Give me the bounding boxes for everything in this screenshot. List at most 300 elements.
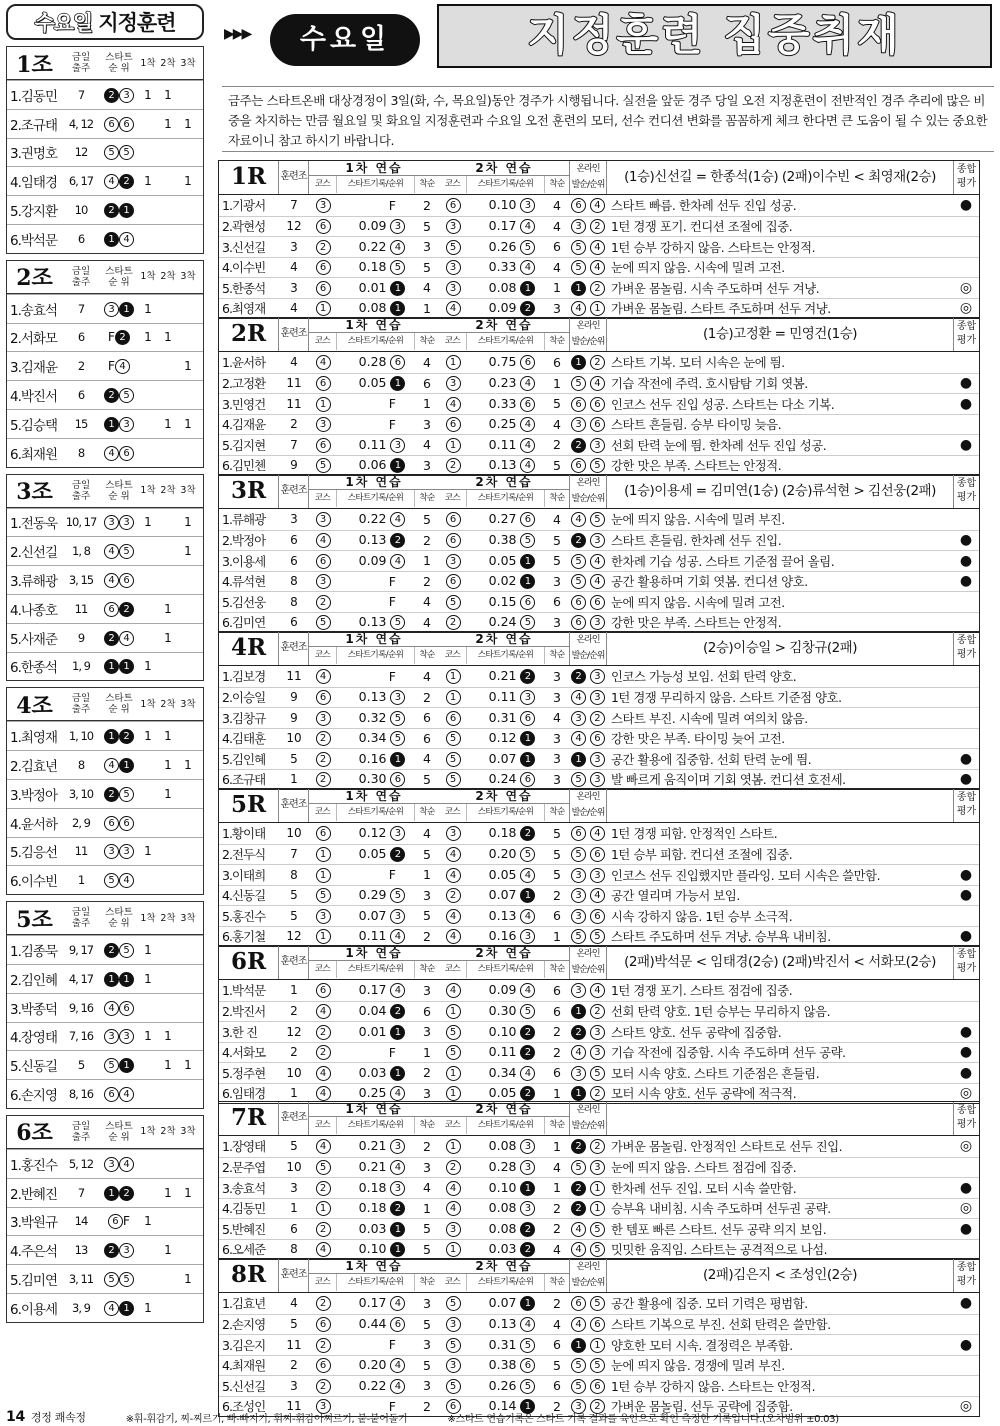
start-ranks xyxy=(100,445,138,461)
col-start-record: 스타트기록/순위 xyxy=(467,176,545,193)
col-third: 3착 xyxy=(180,912,196,924)
start-time: 0.18 xyxy=(488,825,517,841)
training-group: 4 xyxy=(290,355,298,370)
col-entries: 금일 출주 xyxy=(71,907,91,930)
online-ranks xyxy=(569,532,607,548)
third-count: 1 xyxy=(184,116,192,131)
start-record xyxy=(467,1357,545,1373)
course-value xyxy=(309,375,337,391)
start-record xyxy=(467,416,545,432)
rank-circle: 2 xyxy=(316,731,331,746)
rank-circle: 4 xyxy=(390,1160,405,1175)
start-time: F xyxy=(388,668,396,684)
racer-name: 4.임태경 xyxy=(10,175,58,192)
rank-circle: 6 xyxy=(390,1317,405,1332)
group-table xyxy=(6,901,204,1109)
training-group: 10 xyxy=(286,1160,302,1175)
rank-circle: 2 xyxy=(390,847,405,862)
rank-circle: 6 xyxy=(316,826,331,841)
entry-days: 9 xyxy=(77,630,85,645)
col-second: 2착 xyxy=(160,57,176,69)
finish-order: 4 xyxy=(553,259,561,275)
training-group: 2 xyxy=(290,1004,298,1019)
start-time: 0.13 xyxy=(358,689,387,705)
start-time: F xyxy=(388,1044,396,1060)
evaluation-mark: ◎ xyxy=(959,1200,973,1217)
rank-circle: 6 xyxy=(104,1087,119,1102)
course-value xyxy=(309,1200,337,1216)
course-value xyxy=(309,1044,337,1060)
course-value xyxy=(439,437,467,453)
rank-circle: 2 xyxy=(571,1181,586,1196)
col-start-rank: 스타트 순 위 xyxy=(105,1120,133,1143)
rank-circle: 1 xyxy=(571,281,586,296)
col-course: 코스 xyxy=(439,176,467,193)
second-count: 1 xyxy=(164,786,172,801)
group-row xyxy=(7,166,203,195)
finish-order: 4 xyxy=(553,218,561,234)
entry-days: 5 xyxy=(77,1058,85,1073)
group-row xyxy=(7,1022,203,1051)
rank-circle: 4 xyxy=(571,1045,586,1060)
col-second: 2착 xyxy=(160,1126,176,1138)
finish-order: 5 xyxy=(553,1357,561,1373)
rank-circle: 6 xyxy=(590,731,605,746)
training-group: 5 xyxy=(290,1317,298,1332)
rank-circle: 1 xyxy=(390,1025,405,1040)
rank-circle: 2 xyxy=(520,301,535,316)
racer-comment: 1턴 경쟁 피함. 안정적인 스타트. xyxy=(611,827,778,842)
start-record xyxy=(337,396,415,411)
rank-circle: 1 xyxy=(571,752,586,767)
start-time: 0.22 xyxy=(358,1377,387,1393)
course-value xyxy=(439,396,467,412)
rank-circle: 3 xyxy=(571,1066,586,1081)
course-value xyxy=(439,1044,467,1060)
col-finish: 착순 xyxy=(419,1277,435,1287)
start-ranks xyxy=(100,231,138,247)
rank-circle: 1 xyxy=(390,301,405,316)
finish-order: 5 xyxy=(553,457,561,473)
start-record xyxy=(467,396,545,412)
online-ranks xyxy=(569,375,607,391)
course-value xyxy=(439,218,467,234)
start-ranks xyxy=(100,1086,138,1102)
start-record xyxy=(337,594,415,609)
racer-row xyxy=(219,666,979,687)
flying-mark: F xyxy=(107,358,116,374)
racer-name: 6.오세준 xyxy=(222,1242,266,1258)
col-start-record: 스타트기록/순위 xyxy=(337,647,415,664)
third-count: 1 xyxy=(184,416,192,431)
start-time: 0.34 xyxy=(488,1064,517,1080)
left-panel xyxy=(6,4,204,1323)
start-time: F xyxy=(388,1398,396,1414)
start-time: 0.02 xyxy=(488,573,517,589)
start-record xyxy=(467,825,545,841)
rank-circle: 4 xyxy=(590,260,605,275)
start-record xyxy=(467,1003,545,1019)
racer-comment: 1턴 승부 강하지 않음. 스타트는 안정적. xyxy=(611,240,816,255)
racer-name: 2.박정아 xyxy=(222,533,266,549)
rank-circle: 3 xyxy=(104,302,119,317)
rank-circle: 1 xyxy=(520,1181,535,1196)
course-value xyxy=(439,1180,467,1196)
group-name: 4조 xyxy=(16,692,53,719)
start-time: 0.26 xyxy=(488,1377,517,1393)
training-group: 10 xyxy=(286,731,302,746)
course-value xyxy=(439,710,467,726)
racer-row xyxy=(219,1218,979,1239)
rank-circle: 3 xyxy=(390,438,405,453)
racer-row xyxy=(219,926,979,947)
start-record xyxy=(467,1138,545,1154)
finish-order: 5 xyxy=(553,867,561,883)
racer-name: 1.장영태 xyxy=(222,1139,266,1155)
start-record xyxy=(337,1221,415,1237)
start-time: F xyxy=(388,867,396,883)
racer-row xyxy=(219,195,979,216)
start-time: 0.08 xyxy=(488,1200,517,1216)
finish-order: 5 xyxy=(553,825,561,841)
rank-circle: 6 xyxy=(316,1358,331,1373)
rank-circle: 5 xyxy=(446,731,461,746)
rank-circle: 4 xyxy=(115,359,130,374)
start-time: F xyxy=(388,594,396,610)
online-ranks xyxy=(569,751,607,767)
rank-circle: 4 xyxy=(104,1001,119,1016)
start-record xyxy=(467,867,545,883)
course-value xyxy=(439,594,467,610)
racer-name: 2.김인혜 xyxy=(10,972,58,989)
col-finish: 착순 xyxy=(419,650,435,660)
start-time: 0.21 xyxy=(358,1159,387,1175)
racer-row xyxy=(219,591,979,612)
rank-circle: 3 xyxy=(520,198,535,213)
online-ranks xyxy=(569,553,607,569)
online-ranks xyxy=(569,416,607,432)
racer-name: 6.손지영 xyxy=(10,1088,58,1104)
finish-order: 3 xyxy=(423,416,431,432)
racer-name: 3.박원규 xyxy=(10,1215,58,1232)
start-record xyxy=(337,669,415,684)
practice-label: 2차 연습 xyxy=(475,632,533,646)
online-ranks xyxy=(569,354,607,370)
group-name: 1조 xyxy=(16,51,53,78)
course-value xyxy=(439,614,467,630)
finish-order: 6 xyxy=(553,1003,561,1019)
col-finish: 착순 xyxy=(549,650,565,660)
start-record xyxy=(337,532,415,548)
racer-name: 4.이수빈 xyxy=(222,260,266,276)
start-time: 0.22 xyxy=(358,511,387,527)
rank-circle: 4 xyxy=(590,240,605,255)
racer-row xyxy=(219,1198,979,1219)
finish-order: 2 xyxy=(553,1200,561,1216)
col-course: 코스 xyxy=(439,804,467,821)
col-start-record: 스타트기록/순위 xyxy=(337,333,415,350)
rank-circle: 3 xyxy=(520,929,535,944)
rank-circle: 2 xyxy=(316,1045,331,1060)
start-time: 0.11 xyxy=(358,436,387,452)
start-record xyxy=(337,825,415,841)
start-record xyxy=(337,1378,415,1394)
rank-circle: 6 xyxy=(119,446,134,461)
group-header xyxy=(7,1116,203,1149)
rank-circle: 3 xyxy=(571,1399,586,1414)
racer-name: 6.조규태 xyxy=(222,772,266,788)
rank-circle: 4 xyxy=(316,1086,331,1101)
rank-circle: 1 xyxy=(571,355,586,370)
course-value xyxy=(439,846,467,862)
rank-circle: 3 xyxy=(590,752,605,767)
racer-comment: 기습 작전에 집중함. 시속 주도하며 선두 공략. xyxy=(611,1046,846,1061)
group-row xyxy=(7,594,203,623)
rank-circle: 1 xyxy=(390,376,405,391)
racer-name: 4.김태훈 xyxy=(222,731,266,747)
course-value xyxy=(439,751,467,767)
rank-circle: 2 xyxy=(590,1139,605,1154)
rank-circle: 2 xyxy=(104,388,119,403)
rank-circle: 2 xyxy=(571,669,586,684)
finish-order: 4 xyxy=(553,1241,561,1257)
rank-circle: 1 xyxy=(390,1242,405,1257)
rank-circle: 4 xyxy=(571,301,586,316)
start-record xyxy=(467,730,545,746)
col-entries: 금일 출주 xyxy=(71,52,91,74)
col-training-group: 훈련조 xyxy=(279,318,309,351)
col-third: 3착 xyxy=(180,57,196,69)
rank-circle: 4 xyxy=(571,1242,586,1257)
rank-circle: 4 xyxy=(316,533,331,548)
rank-circle: 3 xyxy=(316,512,331,527)
start-record xyxy=(467,375,545,391)
rank-circle: 5 xyxy=(571,1358,586,1373)
rank-circle: 2 xyxy=(390,1201,405,1216)
online-ranks xyxy=(569,457,607,473)
start-ranks xyxy=(100,757,138,773)
rank-circle: 5 xyxy=(520,1338,535,1353)
evaluation-mark: ● xyxy=(959,1064,973,1081)
col-start-record: 스타트기록/순위 xyxy=(337,1117,415,1134)
col-evaluation: 종합 평가 xyxy=(953,632,979,665)
finish-order: 3 xyxy=(553,751,561,767)
third-count: 1 xyxy=(184,1271,192,1286)
rank-circle: 6 xyxy=(520,355,535,370)
rank-circle: 1 xyxy=(520,888,535,903)
first-count: 1 xyxy=(144,87,152,102)
racer-comment: 한차례 선두 진입. 모터 시속 쓸만함. xyxy=(611,1181,797,1196)
race-header xyxy=(219,1259,979,1293)
training-group: 8 xyxy=(290,574,298,589)
practice-label: 1차 연습 xyxy=(345,318,403,332)
finish-order: 2 xyxy=(423,928,431,944)
rank-circle: 3 xyxy=(446,1317,461,1332)
course-value xyxy=(439,1337,467,1353)
start-time: 0.16 xyxy=(488,928,517,944)
course-value xyxy=(309,259,337,275)
evaluation-mark: ● xyxy=(959,1023,973,1040)
start-ranks xyxy=(100,601,138,617)
racer-comment: 인코스 가능성 보임. 선회 탄력 양호. xyxy=(611,670,797,685)
course-value xyxy=(439,1241,467,1257)
col-online: 온라인 발순/순위 xyxy=(569,161,607,194)
training-group: 10 xyxy=(286,826,302,841)
racer-row xyxy=(219,277,979,298)
start-time: 0.16 xyxy=(358,750,387,766)
col-start-rank: 스타트 순 위 xyxy=(105,907,133,930)
racer-name: 3.김은지 xyxy=(222,1337,266,1353)
start-time: 0.24 xyxy=(488,614,517,630)
training-group: 11 xyxy=(286,1337,302,1352)
start-time: 0.11 xyxy=(358,928,387,944)
online-ranks xyxy=(569,1337,607,1353)
finish-order: 6 xyxy=(423,375,431,391)
start-record xyxy=(337,710,415,726)
start-time: 0.38 xyxy=(488,1357,517,1373)
practice-header xyxy=(439,632,569,665)
course-value xyxy=(309,396,337,412)
rank-circle: 3 xyxy=(590,1160,605,1175)
practice-header xyxy=(439,161,569,194)
start-ranks xyxy=(100,1300,138,1316)
racer-row xyxy=(219,1314,979,1335)
start-time: 0.10 xyxy=(358,1241,387,1257)
evaluation-mark: ● xyxy=(959,1295,973,1312)
race-number: 4R xyxy=(219,632,279,665)
group-row xyxy=(7,721,203,750)
rank-circle: 6 xyxy=(590,595,605,610)
racer-comment: 스타트 흔들림. 한차례 선두 진입. xyxy=(611,534,782,549)
col-training-group: 훈련조 xyxy=(279,1259,309,1292)
racer-name: 5.홍진수 xyxy=(222,908,266,924)
rank-circle: 6 xyxy=(108,1214,123,1229)
course-value xyxy=(309,867,337,883)
racer-comment: 선회 탄력 눈에 띔. 한차례 선두 진입 성공. xyxy=(611,438,827,453)
finish-order: 6 xyxy=(553,1065,561,1081)
col-online: 온라인 발순/순위 xyxy=(569,789,607,822)
rank-circle: 2 xyxy=(571,1201,586,1216)
training-group: 6 xyxy=(290,533,298,548)
practice-header xyxy=(439,318,569,351)
training-group: 3 xyxy=(290,1180,298,1195)
finish-order: 5 xyxy=(553,532,561,548)
training-group: 1 xyxy=(290,983,298,998)
racer-name: 6.최영재 xyxy=(222,301,266,317)
rank-circle: 6 xyxy=(571,615,586,630)
start-record xyxy=(467,1065,545,1081)
rank-circle: 2 xyxy=(590,355,605,370)
course-value xyxy=(309,689,337,705)
rank-circle: 1 xyxy=(446,1086,461,1101)
first-count: 1 xyxy=(144,1300,152,1315)
rank-circle: 3 xyxy=(520,690,535,705)
finish-order: 6 xyxy=(553,594,561,610)
col-course: 코스 xyxy=(309,647,337,664)
day-badge: 수요일 xyxy=(270,14,420,66)
start-time: 0.20 xyxy=(358,1357,387,1373)
racer-name: 1.최영재 xyxy=(10,730,58,747)
online-ranks xyxy=(569,1024,607,1040)
practice-label: 2차 연습 xyxy=(475,475,533,489)
course-value xyxy=(309,218,337,234)
rank-circle: 3 xyxy=(104,1157,119,1172)
practice-label: 2차 연습 xyxy=(475,946,533,960)
practice-header xyxy=(439,1259,569,1292)
entry-days: 6 xyxy=(77,388,85,403)
start-time: 0.09 xyxy=(358,218,387,234)
online-ranks xyxy=(569,300,607,316)
racer-name: 5.신동길 xyxy=(10,1059,58,1076)
start-time: 0.34 xyxy=(358,730,387,746)
start-time: 0.18 xyxy=(358,1200,387,1216)
rank-circle: 5 xyxy=(104,145,119,160)
rank-circle: 2 xyxy=(520,826,535,841)
racer-comment: 강한 맛은 부족. 스타트는 안정적. xyxy=(611,616,782,631)
rank-circle: 1 xyxy=(104,417,119,432)
finish-order: 4 xyxy=(423,354,431,370)
rank-circle: 1 xyxy=(590,1338,605,1353)
start-record xyxy=(337,239,415,255)
col-finish: 착순 xyxy=(549,1277,565,1287)
paper-name: 경정 쾌속정 xyxy=(30,1411,86,1424)
course-value xyxy=(309,1065,337,1081)
start-time: 0.25 xyxy=(358,1085,387,1101)
finish-order: 3 xyxy=(423,1024,431,1040)
rank-circle: 5 xyxy=(446,1025,461,1040)
online-ranks xyxy=(569,867,607,883)
practice-label: 2차 연습 xyxy=(475,789,533,803)
rank-circle: 2 xyxy=(119,602,134,617)
racer-comment: 1턴 승부 피함. 컨디션 조절에 집중. xyxy=(611,848,793,863)
rank-circle: 4 xyxy=(316,1004,331,1019)
online-ranks xyxy=(569,825,607,841)
rank-circle: 6 xyxy=(390,772,405,787)
rank-circle: 5 xyxy=(520,1004,535,1019)
racer-row xyxy=(219,414,979,435)
entry-days: 6 xyxy=(77,330,85,345)
entry-days: 4, 17 xyxy=(68,971,94,986)
group-row xyxy=(7,1079,203,1108)
rank-circle: 6 xyxy=(104,816,119,831)
racer-row xyxy=(219,1083,979,1104)
racer-name: 2.고정환 xyxy=(222,376,266,392)
rank-circle: 2 xyxy=(571,533,586,548)
rank-circle: 4 xyxy=(590,826,605,841)
training-group: 1 xyxy=(290,1086,298,1101)
group-row xyxy=(7,1178,203,1207)
training-group: 7 xyxy=(290,198,298,213)
course-value xyxy=(439,1221,467,1237)
finish-order: 6 xyxy=(423,710,431,726)
course-value xyxy=(309,1316,337,1332)
online-ranks xyxy=(569,1295,607,1311)
rank-circle: 4 xyxy=(390,240,405,255)
start-ranks xyxy=(100,971,138,987)
group-row xyxy=(7,808,203,837)
rank-circle: 5 xyxy=(520,240,535,255)
race-table xyxy=(218,317,980,476)
racer-name: 1.황이태 xyxy=(222,826,266,842)
rank-circle: 2 xyxy=(316,1296,331,1311)
rank-circle: 1 xyxy=(520,554,535,569)
rank-circle: 1 xyxy=(520,1399,535,1414)
race-header xyxy=(219,632,979,666)
evaluation-mark: ● xyxy=(959,1044,973,1061)
online-ranks xyxy=(569,614,607,630)
start-time: 0.21 xyxy=(358,1138,387,1154)
start-ranks xyxy=(100,173,138,189)
